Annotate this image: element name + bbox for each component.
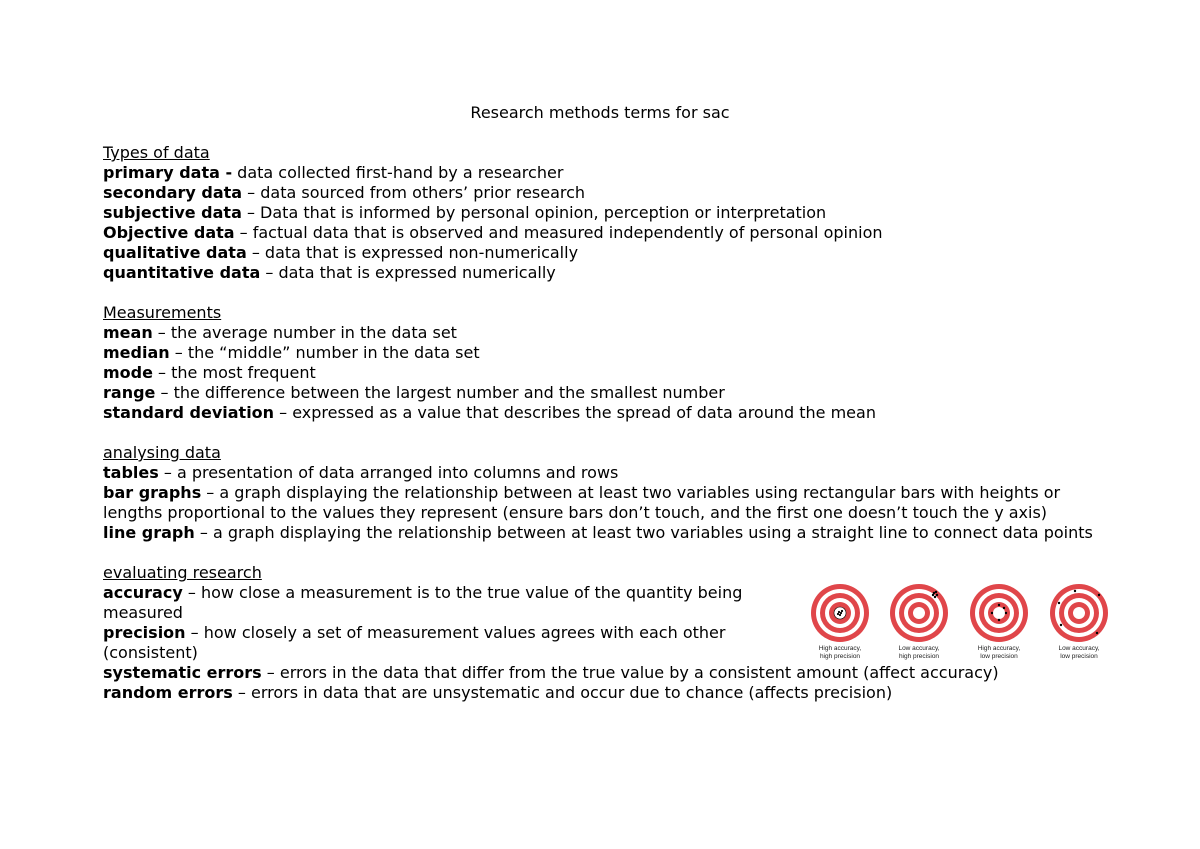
- definition-paragraph: [103, 483, 1093, 523]
- term: Objective data: [103, 223, 235, 242]
- definition-line: [103, 263, 1093, 283]
- term: primary data -: [103, 163, 233, 182]
- target-high-accuracy-low-precision: [962, 583, 1036, 661]
- definition-line: [103, 463, 1093, 483]
- definition: – how closely a set of measurement values agrees with each other (consistent): [103, 623, 726, 662]
- definition: – a graph displaying the relationship between at least two variables using a straight line to connect data points: [194, 523, 1093, 542]
- target-caption: [962, 645, 1036, 661]
- term: subjective data: [103, 203, 242, 222]
- term: accuracy: [103, 583, 183, 602]
- term: mode: [103, 363, 153, 382]
- caption-line: low precision: [1060, 653, 1098, 660]
- caption-line: High accuracy,: [818, 645, 862, 652]
- term: secondary data: [103, 183, 243, 202]
- definition: data collected first-hand by a researcher: [232, 163, 564, 182]
- definition: – data sourced from others’ prior research: [242, 183, 586, 202]
- term: tables: [103, 463, 159, 482]
- definition: – expressed as a value that describes the spread of data around the mean: [274, 403, 876, 422]
- definition: – Data that is informed by personal opinion, perception or interpretation: [241, 203, 827, 222]
- section-heading-evaluating: evaluating research: [103, 563, 262, 582]
- term: quantitative data: [103, 263, 261, 282]
- section-heading-types: Types of data: [103, 143, 210, 162]
- target-caption: [803, 645, 877, 661]
- bullseye-icon: [1049, 583, 1109, 643]
- definition: – how close a measurement is to the true value of the quantity being measured: [103, 583, 743, 622]
- term: bar graphs: [103, 483, 202, 502]
- definition-line: [103, 683, 1093, 703]
- definition: – a presentation of data arranged into columns and rows: [158, 463, 619, 482]
- caption-line: high precision: [898, 653, 940, 660]
- definition: – data that is expressed non-numerically: [246, 243, 579, 262]
- term: mean: [103, 323, 153, 342]
- bullseye-icon: [810, 583, 870, 643]
- definition: – the average number in the data set: [152, 323, 457, 342]
- target-caption: [1042, 645, 1116, 661]
- caption-line: High accuracy,: [977, 645, 1021, 652]
- definition-line: [103, 663, 1093, 683]
- definition-line: [103, 403, 1093, 423]
- spacer: [103, 543, 1093, 563]
- term: median: [103, 343, 170, 362]
- term: standard deviation: [103, 403, 275, 422]
- term: line graph: [103, 523, 195, 542]
- bullseye-icon: [969, 583, 1029, 643]
- definition-line: [103, 383, 1093, 403]
- target-low-accuracy-high-precision: [882, 583, 956, 661]
- section-heading-measurements: Measurements: [103, 303, 222, 322]
- spacer: [103, 423, 1093, 443]
- definition: – the most frequent: [152, 363, 316, 382]
- term: precision: [103, 623, 186, 642]
- definition-line: [103, 163, 1093, 183]
- caption-line: Low accuracy,: [1058, 645, 1100, 652]
- caption-line: low precision: [980, 653, 1018, 660]
- term: qualitative data: [103, 243, 247, 262]
- term: range: [103, 383, 156, 402]
- definition-paragraph: [103, 583, 783, 623]
- accuracy-precision-figure: [803, 583, 1103, 663]
- definition-paragraph: [103, 623, 783, 663]
- definition-line: [103, 183, 1093, 203]
- definition-line: [103, 243, 1093, 263]
- term: random errors: [103, 683, 233, 702]
- spacer: [103, 283, 1093, 303]
- target-high-accuracy-high-precision: [803, 583, 877, 661]
- document-title: Research methods terms for sac: [470, 103, 730, 122]
- definition: – the difference between the largest number and the smallest number: [155, 383, 725, 402]
- definition: – a graph displaying the relationship between at least two variables using rectangular bars with heights or lengths proportional to the values they represent (ensure bars don’t touch, and the first one doesn’t touch the y axis): [103, 483, 1061, 522]
- caption-line: high precision: [819, 653, 861, 660]
- definition-line: [103, 343, 1093, 363]
- caption-line: Low accuracy,: [898, 645, 940, 652]
- definition: – errors in data that are unsystematic and occur due to chance (affects precision): [232, 683, 893, 702]
- section-heading-analysing: analysing data: [103, 443, 221, 462]
- definition-line: [103, 203, 1093, 223]
- definition: – the “middle” number in the data set: [169, 343, 480, 362]
- definition: – data that is expressed numerically: [260, 263, 556, 282]
- definition: – factual data that is observed and measured independently of personal opinion: [234, 223, 883, 242]
- target-caption: [882, 645, 956, 661]
- definition: – errors in the data that differ from the true value by a consistent amount (affect accuracy): [261, 663, 999, 682]
- definition-line: [103, 363, 1093, 383]
- term: systematic errors: [103, 663, 262, 682]
- target-low-accuracy-low-precision: [1042, 583, 1116, 661]
- definition-paragraph: [103, 523, 1093, 543]
- definition-line: [103, 223, 1093, 243]
- bullseye-icon: [889, 583, 949, 643]
- definition-line: [103, 323, 1093, 343]
